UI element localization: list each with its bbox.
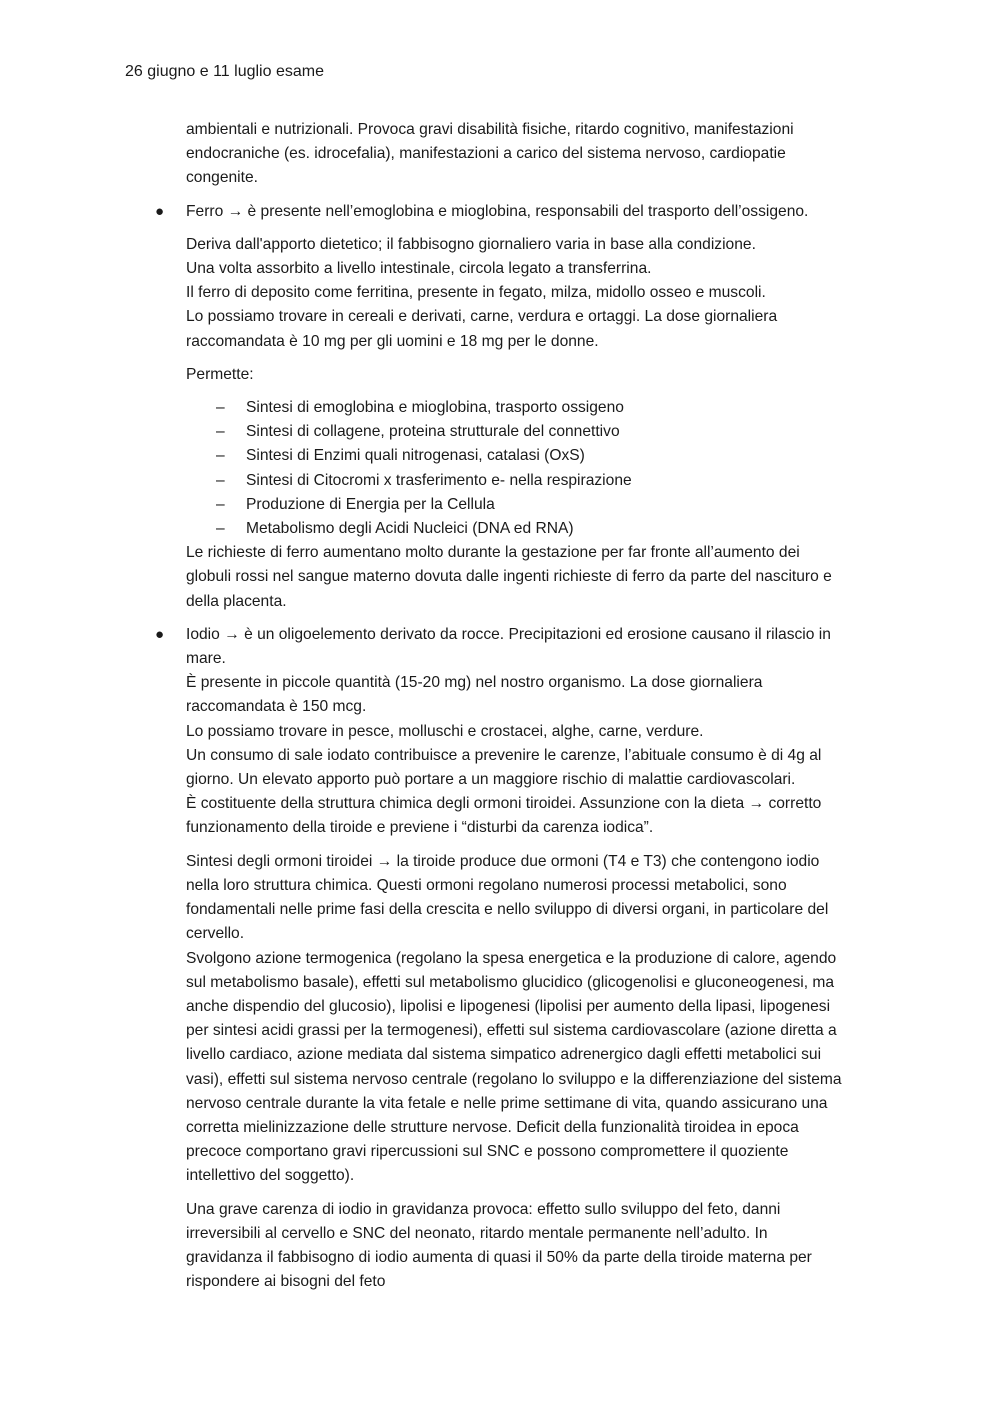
dash-icon: – <box>216 447 225 465</box>
text-line: Le richieste di ferro aumentano molto durante la gestazione per far fronte all’aumento dei <box>186 544 800 562</box>
list-item-text: Sintesi di collagene, proteina strutturale del connettivo <box>246 423 620 441</box>
bullet-icon: ● <box>155 625 165 643</box>
list-item-text: Produzione di Energia per la Cellula <box>246 495 495 513</box>
text-line: vasi), effetti sul sistema nervoso centrale (regolano lo sviluppo e la differenziazione del sistema <box>186 1070 842 1088</box>
text-line: per sintesi acidi grassi per la termogenesi), effetti sul sistema cardiovascolare (azione diretta a <box>186 1022 837 1040</box>
text-line: Il ferro di deposito come ferritina, presente in fegato, milza, midollo osseo e muscoli. <box>186 284 766 302</box>
ferro-function-list <box>186 396 921 541</box>
dash-icon: – <box>216 423 225 441</box>
text-line: funzionamento della tiroide e previene i “disturbi da carenza iodica”. <box>186 819 654 837</box>
text-line: Una volta assorbito a livello intestinale, circola legato a transferrina. <box>186 260 652 278</box>
ferro-bullet <box>155 200 921 224</box>
text-line: È presente in piccole quantità (15-20 mg) nel nostro organismo. La dose giornaliera <box>186 674 763 692</box>
page-header: 26 giugno e 11 luglio esame <box>125 63 324 80</box>
dash-icon: – <box>216 471 225 489</box>
list-item <box>186 517 921 541</box>
text-line: Lo possiamo trovare in pesce, molluschi e crostacei, alghe, carne, verdure. <box>186 722 704 740</box>
list-item <box>186 444 921 468</box>
text-line: gravidanza il fabbisogno di iodio aumenta di quasi il 50% da parte della tiroide materna per <box>186 1248 812 1266</box>
ferro-heading: Ferro → è presente nell’emoglobina e mioglobina, responsabili del trasporto dell’ossigeno. <box>186 202 809 220</box>
text-line: corretta mielinizzazione delle strutture nervose. Deficit della funzionalità tiroidea in epoca <box>186 1118 799 1136</box>
text-line: È costituente della struttura chimica degli ormoni tiroidei. Assunzione con la dieta → corretto <box>186 795 822 813</box>
text-line: giorno. Un elevato apporto può portare a un maggiore rischio di malattie cardiovascolari. <box>186 771 796 789</box>
text-line: fondamentali nelle prime fasi della crescita e nello sviluppo di diversi organi, in particolare del <box>186 901 829 919</box>
text-line: ambientali e nutrizionali. Provoca gravi disabilità fisiche, ritardo cognitivo, manifestazioni <box>186 121 794 138</box>
text-line: endocraniche (es. idrocefalia), manifestazioni a carico del sistema nervoso, cardiopatie <box>186 145 786 163</box>
dash-icon: – <box>216 520 225 538</box>
list-item-text: Sintesi di Citocromi x trasferimento e- nella respirazione <box>246 471 632 489</box>
list-item <box>186 396 921 420</box>
text-line: nella loro struttura chimica. Questi ormoni regolano numerosi processi metabolici, sono <box>186 876 787 894</box>
iodio-bullet <box>155 623 921 671</box>
ferro-paragraph-1 <box>186 233 921 354</box>
text-line: Deriva dall'apporto dietetico; il fabbisogno giornaliero varia in base alla condizione. <box>186 235 756 253</box>
text-line: intellettivo del soggetto). <box>186 1167 355 1185</box>
text-line: nervoso centrale durante la vita fetale e nelle prime settimane di vita, quando assicurano una <box>186 1094 828 1112</box>
dash-icon: – <box>216 399 225 417</box>
text-line: Una grave carenza di iodio in gravidanza provoca: effetto sullo sviluppo del feto, danni <box>186 1200 781 1218</box>
permette-label: Permette: <box>186 365 254 383</box>
iodio-heading-line: Iodio → è un oligoelemento derivato da rocce. Precipitazioni ed erosione causano il rilascio in <box>186 625 831 643</box>
intro-paragraph <box>186 118 921 191</box>
list-item <box>186 420 921 444</box>
iodio-paragraph-1 <box>186 671 921 840</box>
text-line: Svolgono azione termogenica (regolano la spesa energetica e la produzione di calore, agendo <box>186 949 837 967</box>
text-line: raccomandata è 150 mcg. <box>186 698 367 716</box>
text-line: raccomandata è 10 mg per gli uomini e 18 mg per le donne. <box>186 332 599 350</box>
list-item-text: Sintesi di emoglobina e mioglobina, trasporto ossigeno <box>246 399 624 417</box>
text-line: irreversibili al cervello e SNC del neonato, ritardo mentale permanente nell’adulto. In <box>186 1224 768 1242</box>
text-line: Sintesi degli ormoni tiroidei → la tiroide produce due ormoni (T4 e T3) che contengono iodio <box>186 852 820 870</box>
text-line: congenite. <box>186 169 258 187</box>
list-item-text: Sintesi di Enzimi quali nitrogenasi, catalasi (OxS) <box>246 447 585 465</box>
text-line: precoce comportano gravi ripercussioni sul SNC e possono compromettere il quoziente <box>186 1143 789 1161</box>
ferro-paragraph-2 <box>186 541 921 614</box>
page-content <box>155 118 921 1294</box>
list-item <box>186 493 921 517</box>
text-line: sul metabolismo basale), effetti sul metabolismo glucidico (glicogenolisi e gluconeogenesi, ma <box>186 973 835 991</box>
text-line: livello cardiaco, azione mediata dal sistema simpatico adrenergico dagli effetti metabolici sui <box>186 1046 822 1064</box>
iodio-paragraph-3 <box>186 1198 921 1295</box>
list-item <box>186 469 921 493</box>
text-line: rispondere ai bisogni del feto <box>186 1273 386 1291</box>
text-line: anche dispendio del glucosio), lipolisi e lipogenesi (lipolisi per aumento della lipasi, lipogenesi <box>186 997 831 1015</box>
text-line: globuli rossi nel sangue materno dovuta dalle ingenti richieste di ferro da parte del nascituro e <box>186 568 832 586</box>
text-line: cervello. <box>186 925 245 943</box>
dash-icon: – <box>216 495 225 513</box>
iodio-heading-line: mare. <box>186 650 226 668</box>
bullet-icon: ● <box>155 202 165 220</box>
text-line: Un consumo di sale iodato contribuisce a prevenire le carenze, l’abituale consumo è di 4g al <box>186 746 822 764</box>
list-item-text: Metabolismo degli Acidi Nucleici (DNA ed RNA) <box>246 520 574 538</box>
iodio-paragraph-2 <box>186 850 921 1189</box>
text-line: Lo possiamo trovare in cereali e derivati, carne, verdura e ortaggi. La dose giornaliera <box>186 308 778 326</box>
text-line: della placenta. <box>186 592 287 610</box>
